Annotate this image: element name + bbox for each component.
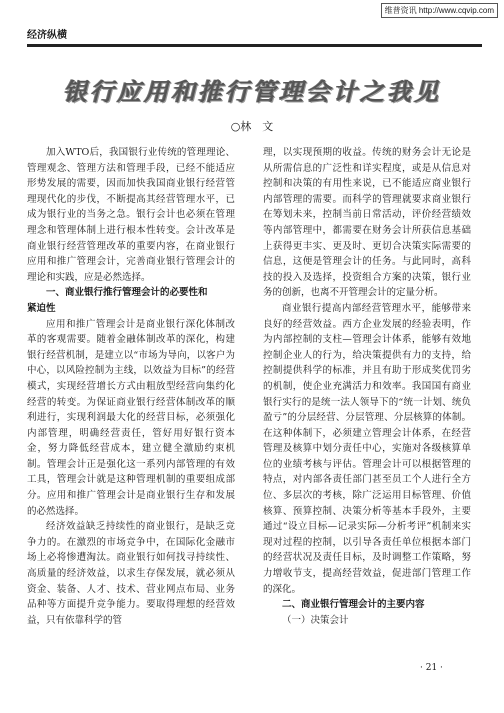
section-heading-2: 二、商业银行管理会计的主要内容: [282, 599, 425, 611]
section-heading-1-cont: 紧迫性: [27, 302, 56, 314]
paragraph: 经济效益缺乏持续性的商业银行，是缺乏竞争力的。在激烈的市场竞争中，在国际化金融市场上必将惨遭淘汰。商业银行如何找寻持续性、高质量的经济效益，以求生存保发展，就必须从资金、装备、人才、技术、营业网点布局、业务品种等方面提升竞争能力。要取得理想的经营效益，只有依靠科学的管: [27, 521, 235, 626]
header-bar: [27, 26, 482, 47]
section-heading-1: 一、商业银行推行管理会计的必要性和: [46, 287, 208, 299]
article-title: 银行应用和推行管理会计之我见: [63, 77, 441, 106]
paragraph: 应用和推广管理会计是商业银行深化体制改革的客观需要。随着金融体制改革的深化，构建银行经营机制，是建立以“市场为导向，以客户为中心，以风险控制为主线，以效益为目标”的经营模式，实现经营增长方式由粗放型经营向集约化经营的转变。为保证商业银行经营体制改革的顺利进行，实现利润最大化的经营目标，必须强化内部管理，明确经营责任，管好用好银行资本金，努力降低经营成本，建立健全激励约束机制。管理会计正是强化这一系列内部管理的有效工具，管理会计就是这种管理机制的重要组成部分。应用和推广管理会计是商业银行生存和发展的必然选择。: [27, 318, 235, 517]
author: ○林 文: [230, 120, 274, 133]
paragraph: 加入WTO后，我国银行业传统的管理理论、管理观念、管理方法和管理手段，已经不能适应形势发展的需要，因而加快我国商业银行经营管理现代化的步伐，不断提高其经营管理水平，已成为银行业的当务之急。银行会计也必须在管理理念和管理体制上进行根本性转变。会计改革是商业银行经营管理改革的重要内容，在商业银行应用和推广管理会计，完善商业银行管理会计的理论和实践，应是必然选择。: [27, 147, 235, 283]
paragraph: 理，以实现预期的收益。传统的财务会计无论是从所需信息的广泛性和详实程度，或是从信息对控制和决策的有用性来说，已不能适应商业银行内部管理的需要。而科学的管理就要求商业银行在筹划未来，控制当前日常活动，评价经营绩效等内部管理中，都需要在财务会计所获信息基础上获得更丰实、更及时、更切合决策实际需要的信息，这便是管理会计的任务。与此同时，高科技的投入及选择，投资组合方案的决策，银行业务的创新，也离不开管理会计的定量分析。: [263, 147, 471, 299]
watermark: 维普资讯 http://www.cqvip.com: [381, 3, 498, 18]
section-title: 经济纵横: [27, 26, 73, 41]
paragraph: 商业银行提高内部经营管理水平，能够带来良好的经营效益。西方企业发展的经验表明，作为内部控制的支柱—管理会计体系，能够有效地控制企业人的行为，给决策提供有力的支持，给控制提供科学的标准，并且有助于形成奖优罚劣的机制，使企业充满活力和效率。我国国有商业银行实行的是统一法人领导下的“统一计划、统负盈亏”的分层经营、分层管理、分层核算的体制。在这种体制下，必须建立管理会计体系，在经营管理及核算中划分责任中心，实施对各级核算单位的业绩考核与评估。管理会计可以根据管理的特点，对内部各责任部门甚至员工个人进行全方位、多层次的考核，除广泛运用目标管理、价值核算、预算控制、决策分析等基本手段外，主要通过“设立目标—记录实际—分析考评”机制来实现对过程的控制，以引导各责任单位根据本部门的经营状况及责任目标，及时调整工作策略，努力增收节支，提高经营效益，促进部门管理工作的深化。: [263, 302, 471, 595]
left-column: [27, 145, 235, 628]
subsection-heading: （一）决策会计: [282, 614, 349, 626]
page-number: · 21 ·: [420, 663, 443, 673]
right-column: [263, 145, 471, 628]
